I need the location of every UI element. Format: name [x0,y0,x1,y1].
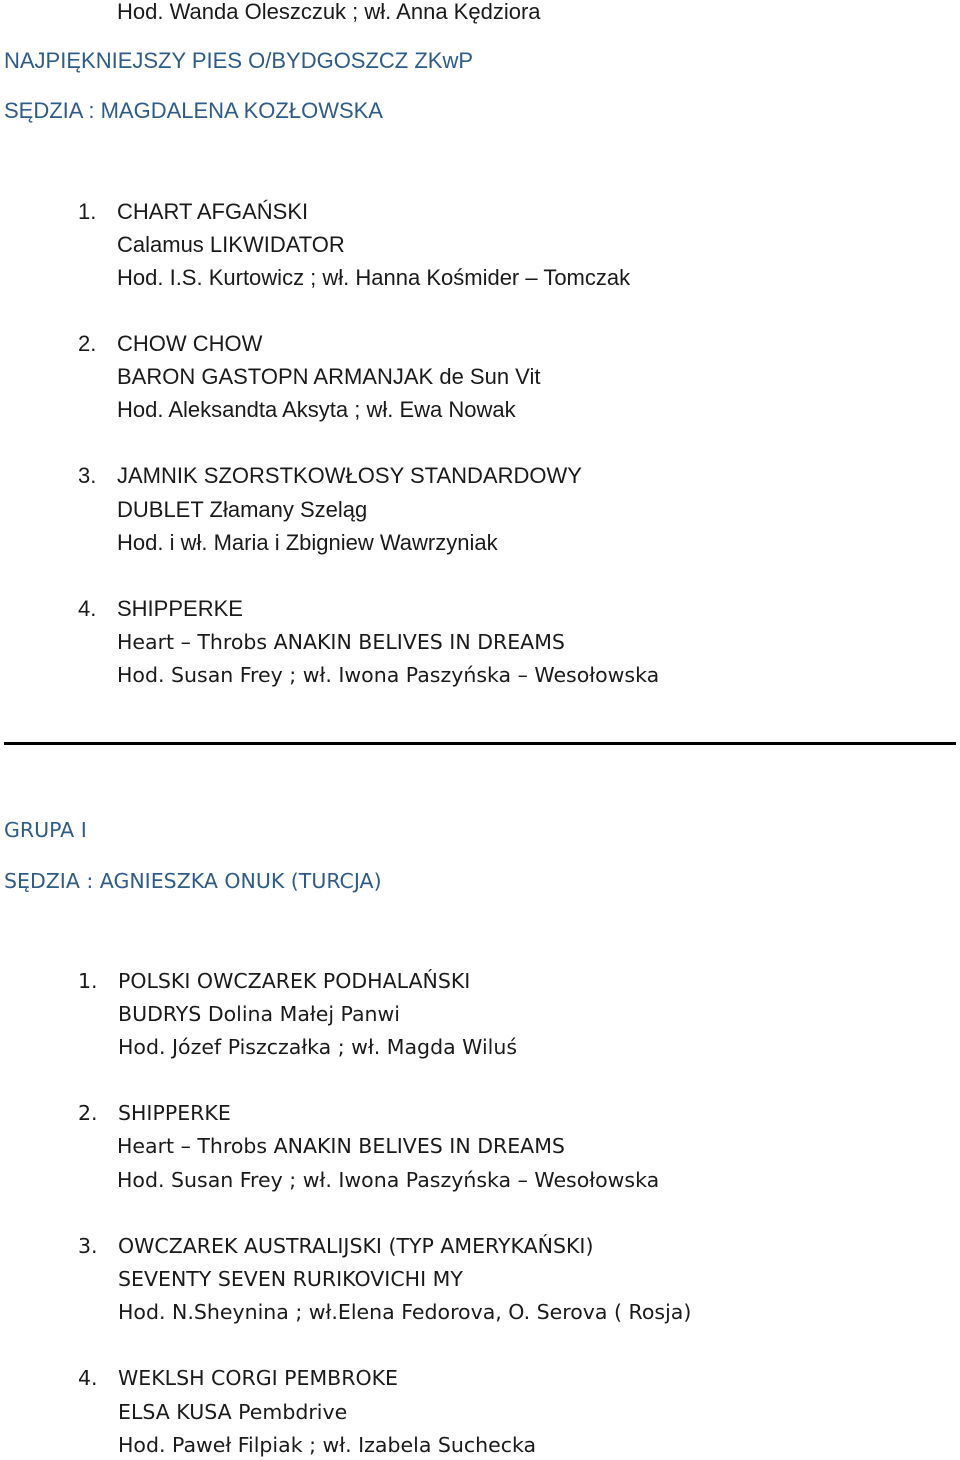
s2-entry1-owner: Hod. Józef Piszczałka ; wł. Magda Wiluś [118,1035,518,1059]
s1-entry4-number: 4. [78,596,97,621]
s1-entry1-number: 1. [78,199,97,224]
s2-entry2-dog: Heart – Throbs ANAKIN BELIVES IN DREAMS [117,1134,565,1158]
s1-entry2-breed: CHOW CHOW [117,331,263,356]
s1-entry2-number: 2. [78,331,97,356]
s2-entry2-number: 2. [78,1101,98,1125]
s1-entry2-owner: Hod. Aleksandta Aksyta ; wł. Ewa Nowak [117,397,516,422]
s2-entry4-number: 4. [78,1366,98,1390]
s2-entry2-breed: SHIPPERKE [118,1101,231,1125]
s1-entry3-owner: Hod. i wł. Maria i Zbigniew Wawrzyniak [117,530,498,555]
s1-entry2-dog: BARON GASTOPN ARMANJAK de Sun Vit [117,364,541,389]
s1-entry3-number: 3. [78,463,97,488]
s1-entry3-dog: DUBLET Złamany Szeląg [117,497,368,522]
s2-entry3-number: 3. [78,1234,98,1258]
s2-entry3-owner: Hod. N.Sheynina ; wł.Elena Fedorova, O. Serova ( Rosja) [118,1300,692,1324]
s2-entry4-breed: WEKLSH CORGI PEMBROKE [118,1366,399,1390]
top-owner-line: Hod. Wanda Oleszczuk ; wł. Anna Kędziora [117,0,541,24]
s1-entry4-owner: Hod. Susan Frey ; wł. Iwona Paszyńska – Wesołowska [117,663,660,687]
section2-judge: SĘDZIA : AGNIESZKA ONUK (TURCJA) [4,869,382,893]
s1-entry3-breed: JAMNIK SZORSTKOWŁOSY STANDARDOWY [117,463,582,488]
s1-entry1-dog: Calamus LIKWIDATOR [117,232,345,257]
section1-title: NAJPIĘKNIEJSZY PIES O/BYDGOSZCZ ZKwP [4,48,474,73]
s2-entry4-owner: Hod. Paweł Filpiak ; wł. Izabela Suchecka [118,1433,537,1457]
s2-entry1-breed: POLSKI OWCZAREK PODHALAŃSKI [118,969,471,993]
s2-entry3-dog: SEVENTY SEVEN RURIKOVICHI MY [118,1267,463,1291]
s2-entry4-dog: ELSA KUSA Pembdrive [118,1400,348,1424]
s1-entry4-dog: Heart – Throbs ANAKIN BELIVES IN DREAMS [117,630,565,654]
s1-entry4-breed: SHIPPERKE [117,596,243,621]
section1-judge: SĘDZIA : MAGDALENA KOZŁOWSKA [4,98,383,123]
s1-entry1-breed: CHART AFGAŃSKI [117,199,309,224]
s2-entry3-breed: OWCZAREK AUSTRALIJSKI (TYP AMERYKAŃSKI) [118,1234,594,1258]
s1-entry1-owner: Hod. I.S. Kurtowicz ; wł. Hanna Kośmider – Tomczak [117,265,631,290]
s2-entry1-number: 1. [78,969,98,993]
s2-entry2-owner: Hod. Susan Frey ; wł. Iwona Paszyńska – Wesołowska [117,1168,660,1192]
section2-title: GRUPA I [4,818,87,842]
s2-entry1-dog: BUDRYS Dolina Małej Panwi [118,1002,400,1026]
section-divider [4,742,956,745]
